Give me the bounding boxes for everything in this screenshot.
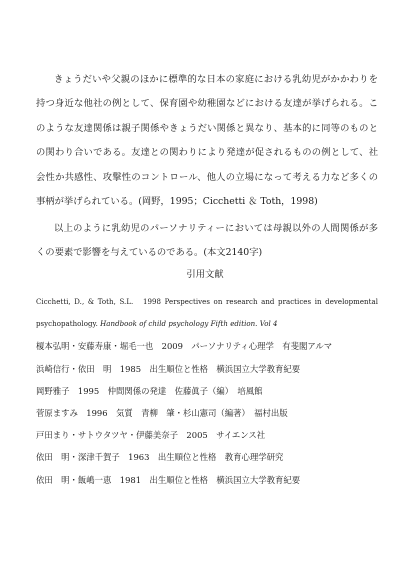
reference-item: 依田 明・飯嶋一恵 1981 出生順位と性格 横浜国立大学教育紀要: [36, 474, 301, 485]
reference-item: [36, 291, 378, 335]
reference-item: 菅原ますみ 1996 気質 青柳 肇・杉山憲司（編著） 福村出版: [36, 408, 288, 419]
reference-plain-text: Cicchetti, D., & Toth, S.L. 1998 Perspectives on research and practices in developmental psychopathology.: [36, 298, 378, 329]
body-paragraph-1: きょうだいや父親のほかに標準的な日本の家庭における乳幼児がかかわりを持つ身近な他社の例として、保育園や幼稚園などにおける友達が挙げられる。このような友達関係は親子関係やきょうだい関係と異なり、基本的に同等のものとの関わり合いである。友達との関わりにより発達が促されるものの例として、社会性か共感性、攻撃性のコントロール、他人の立場になって考える力など多くの事柄が挙げられている。(岡野，1995；Cicchetti ＆ Toth，1998): [36, 74, 378, 208]
reference-item: 榎本弘明・安藤寿康・堀毛一也 2009 パーソナリティ心理学 有斐閣アルマ: [36, 341, 333, 352]
references-heading: 引用文献: [186, 269, 224, 280]
reference-item: 依田 明・深津千賀子 1963 出生順位と性格 教育心理学研究: [36, 452, 284, 463]
references-list: [36, 291, 378, 491]
reference-item: 岡野雅子 1995 仲間関係の発達 佐藤眞子（編） 培風館: [36, 385, 263, 396]
body-paragraph-2: 以上のように乳幼児のパーソナリティーにおいては母親以外の人間関係が多くの要素で影響を与えているのである。(本文2140字): [36, 223, 378, 259]
reference-item: 戸田まり・サトウタツヤ・伊藤美奈子 2005 サイエンス社: [36, 430, 266, 441]
reference-italic-title: Handbook of child psychology Fifth edition. Vol 4: [100, 320, 278, 329]
reference-item: 浜崎信行・依田 明 1985 出生順位と性格 横浜国立大学教育紀要: [36, 363, 301, 374]
